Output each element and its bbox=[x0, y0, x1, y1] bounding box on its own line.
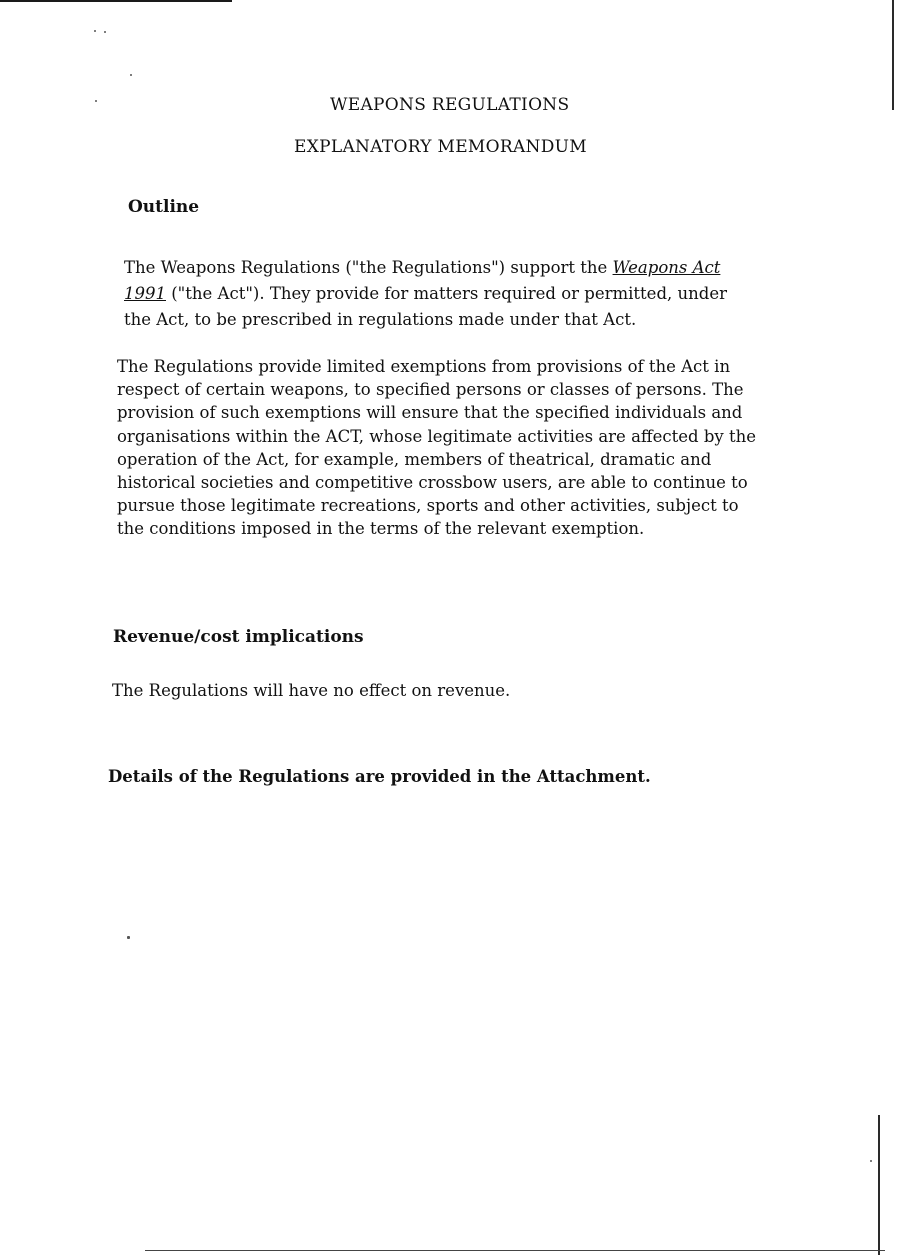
outline-paragraph-2: The Regulations provide limited exemptions from provisions of the Act in respect of certain weapons, to specified persons or classes of persons. The provision of such exemptions will ensure that the specified individuals and organisations within the ACT, whose legitimate activities are affected by the operation of the Act, for example, members of theatrical, dramatic and historical societies and competitive crossbow users, are able to continue to pursue those legitimate recreations, sports and other activities, subject to the conditions imposed in the terms of the relevant exemption. bbox=[117, 357, 756, 539]
scan-speck bbox=[130, 74, 132, 76]
act-name-reference: Weapons Act 1991 bbox=[124, 258, 721, 303]
document-subtitle: EXPLANATORY MEMORANDUM bbox=[294, 137, 587, 157]
scan-speck bbox=[104, 31, 106, 33]
outline-heading: Outline bbox=[128, 197, 200, 217]
document-title: WEAPONS REGULATIONS bbox=[330, 95, 570, 115]
scan-speck bbox=[94, 30, 96, 32]
revenue-heading: Revenue/cost implications bbox=[113, 627, 364, 647]
outline-p1-prefix: The Weapons Regulations ("the Regulations") support the bbox=[124, 258, 613, 277]
details-paragraph: Details of the Regulations are provided in the Attachment. bbox=[108, 767, 651, 786]
scan-edge-right-bottom bbox=[878, 1115, 880, 1255]
outline-p1-suffix: ("the Act"). They provide for matters required or permitted, under the Act, to be prescribed in regulations made under that Act. bbox=[124, 284, 727, 329]
revenue-paragraph: The Regulations will have no effect on revenue. bbox=[112, 681, 511, 700]
scan-edge-top bbox=[0, 0, 232, 2]
scan-speck bbox=[870, 1160, 872, 1162]
scan-edge-bottom bbox=[145, 1250, 885, 1251]
scan-edge-right-top bbox=[892, 0, 894, 110]
outline-paragraph-1 bbox=[124, 255, 746, 333]
scan-speck bbox=[95, 100, 97, 102]
scan-speck bbox=[127, 936, 130, 939]
